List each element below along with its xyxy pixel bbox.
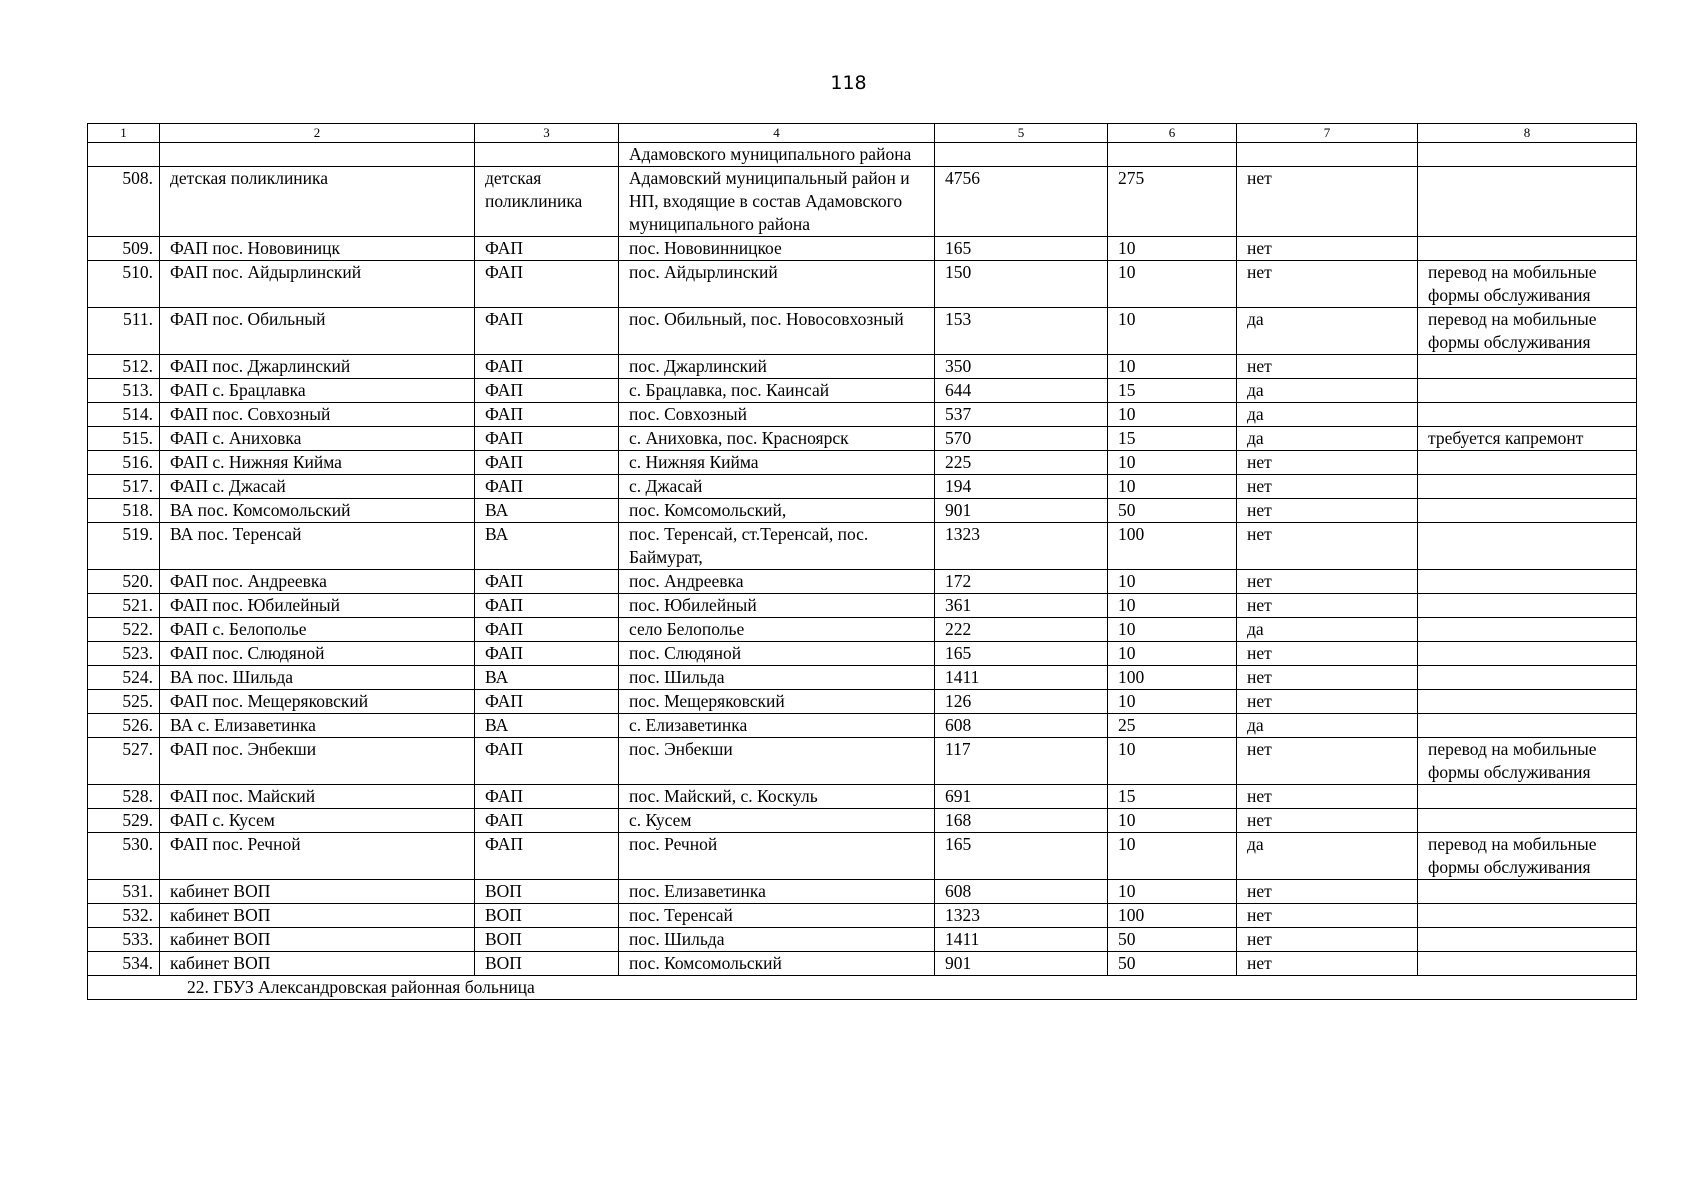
column-header: 1 (88, 124, 160, 143)
capacity-cell: 15 (1108, 427, 1237, 451)
flag-cell: да (1237, 618, 1418, 642)
table-row (88, 143, 1637, 167)
facility-type-cell: ФАП (475, 427, 619, 451)
note-cell (1418, 451, 1637, 475)
population-cell: 126 (935, 690, 1108, 714)
facility-type-cell: ВА (475, 714, 619, 738)
table-row (88, 594, 1637, 618)
facility-type-cell: ВОП (475, 880, 619, 904)
flag-cell: нет (1237, 785, 1418, 809)
population-cell (935, 143, 1108, 167)
facilities-table (87, 123, 1637, 1000)
service-area-cell: пос. Айдырлинский (619, 261, 935, 308)
facility-type-cell: ФАП (475, 237, 619, 261)
table-row (88, 355, 1637, 379)
note-cell (1418, 809, 1637, 833)
flag-cell: да (1237, 714, 1418, 738)
row-number-cell: 514. (88, 403, 160, 427)
facility-name-cell: ФАП пос. Айдырлинский (160, 261, 475, 308)
facility-type-cell: ФАП (475, 451, 619, 475)
flag-cell: нет (1237, 904, 1418, 928)
population-cell: 4756 (935, 167, 1108, 237)
facility-type-cell: ФАП (475, 594, 619, 618)
capacity-cell (1108, 143, 1237, 167)
table-row (88, 261, 1637, 308)
capacity-cell: 10 (1108, 261, 1237, 308)
capacity-cell: 50 (1108, 928, 1237, 952)
table-row (88, 904, 1637, 928)
note-cell (1418, 952, 1637, 976)
capacity-cell: 100 (1108, 666, 1237, 690)
facility-type-cell: ФАП (475, 785, 619, 809)
facility-name-cell: ФАП пос. Мещеряковский (160, 690, 475, 714)
row-number-cell: 516. (88, 451, 160, 475)
facility-name-cell (160, 143, 475, 167)
population-cell: 691 (935, 785, 1108, 809)
flag-cell: нет (1237, 642, 1418, 666)
flag-cell: нет (1237, 666, 1418, 690)
service-area-cell: пос. Мещеряковский (619, 690, 935, 714)
note-cell (1418, 880, 1637, 904)
population-cell: 150 (935, 261, 1108, 308)
flag-cell: нет (1237, 261, 1418, 308)
note-cell (1418, 523, 1637, 570)
table-row (88, 523, 1637, 570)
service-area-cell: пос. Теренсай (619, 904, 935, 928)
facility-type-cell: ФАП (475, 809, 619, 833)
flag-cell: да (1237, 308, 1418, 355)
capacity-cell: 10 (1108, 833, 1237, 880)
flag-cell: нет (1237, 690, 1418, 714)
table-row (88, 308, 1637, 355)
capacity-cell: 10 (1108, 308, 1237, 355)
facility-name-cell: ФАП пос. Майский (160, 785, 475, 809)
note-cell (1418, 167, 1637, 237)
column-number-row (88, 124, 1637, 143)
row-number-cell: 523. (88, 642, 160, 666)
capacity-cell: 10 (1108, 690, 1237, 714)
column-header: 7 (1237, 124, 1418, 143)
facility-type-cell: ФАП (475, 308, 619, 355)
facility-type-cell: ФАП (475, 618, 619, 642)
table-row (88, 785, 1637, 809)
capacity-cell: 10 (1108, 570, 1237, 594)
row-number-cell: 531. (88, 880, 160, 904)
capacity-cell: 100 (1108, 904, 1237, 928)
note-cell (1418, 379, 1637, 403)
row-number-cell: 522. (88, 618, 160, 642)
table-row (88, 570, 1637, 594)
note-cell (1418, 143, 1637, 167)
flag-cell: нет (1237, 928, 1418, 952)
note-cell (1418, 570, 1637, 594)
note-cell: перевод на мобильные формы обслуживания (1418, 738, 1637, 785)
service-area-cell: Адамовский муниципальный район и НП, входящие в состав Адамовского муниципального района (619, 167, 935, 237)
service-area-cell: с. Джасай (619, 475, 935, 499)
capacity-cell: 10 (1108, 355, 1237, 379)
facility-name-cell: ФАП с. Брацлавка (160, 379, 475, 403)
flag-cell: нет (1237, 570, 1418, 594)
facility-name-cell: ФАП пос. Речной (160, 833, 475, 880)
row-number-cell: 528. (88, 785, 160, 809)
table-row (88, 952, 1637, 976)
capacity-cell: 15 (1108, 379, 1237, 403)
capacity-cell: 10 (1108, 642, 1237, 666)
capacity-cell: 100 (1108, 523, 1237, 570)
facility-name-cell: детская поликлиника (160, 167, 475, 237)
section-footer-row (88, 976, 1637, 1000)
row-number-cell: 525. (88, 690, 160, 714)
service-area-cell: пос. Слюдяной (619, 642, 935, 666)
note-cell (1418, 785, 1637, 809)
row-number-cell: 533. (88, 928, 160, 952)
facility-name-cell: кабинет ВОП (160, 928, 475, 952)
population-cell: 222 (935, 618, 1108, 642)
note-cell (1418, 666, 1637, 690)
facility-type-cell: ВА (475, 499, 619, 523)
population-cell: 350 (935, 355, 1108, 379)
table-row (88, 499, 1637, 523)
facility-name-cell: ФАП пос. Совхозный (160, 403, 475, 427)
service-area-cell: Адамовского муниципального района (619, 143, 935, 167)
facility-type-cell: ФАП (475, 355, 619, 379)
service-area-cell: пос. Шильда (619, 928, 935, 952)
facility-name-cell: ФАП с. Нижняя Кийма (160, 451, 475, 475)
table-body (88, 143, 1637, 1000)
service-area-cell: пос. Теренсай, ст.Теренсай, пос. Баймурат, (619, 523, 935, 570)
service-area-cell: с. Брацлавка, пос. Каинсай (619, 379, 935, 403)
note-cell (1418, 594, 1637, 618)
service-area-cell: с. Кусем (619, 809, 935, 833)
row-number-cell: 511. (88, 308, 160, 355)
note-cell (1418, 714, 1637, 738)
facility-type-cell: ФАП (475, 403, 619, 427)
note-cell (1418, 690, 1637, 714)
facility-name-cell: ФАП с. Джасай (160, 475, 475, 499)
table-row (88, 880, 1637, 904)
service-area-cell: с. Аниховка, пос. Красноярск (619, 427, 935, 451)
row-number-cell: 508. (88, 167, 160, 237)
facility-type-cell: детская поликлиника (475, 167, 619, 237)
population-cell: 361 (935, 594, 1108, 618)
capacity-cell: 25 (1108, 714, 1237, 738)
facility-type-cell: ВА (475, 523, 619, 570)
capacity-cell: 10 (1108, 237, 1237, 261)
flag-cell: нет (1237, 355, 1418, 379)
population-cell: 1323 (935, 904, 1108, 928)
flag-cell: нет (1237, 809, 1418, 833)
table-row (88, 237, 1637, 261)
table-row (88, 833, 1637, 880)
row-number-cell: 518. (88, 499, 160, 523)
table-row (88, 167, 1637, 237)
service-area-cell: пос. Джарлинский (619, 355, 935, 379)
service-area-cell: с. Елизаветинка (619, 714, 935, 738)
note-cell (1418, 499, 1637, 523)
row-number-cell: 520. (88, 570, 160, 594)
facility-name-cell: ФАП пос. Андреевка (160, 570, 475, 594)
note-cell: перевод на мобильные формы обслуживания (1418, 261, 1637, 308)
row-number-cell: 532. (88, 904, 160, 928)
service-area-cell: пос. Елизаветинка (619, 880, 935, 904)
population-cell: 1411 (935, 928, 1108, 952)
capacity-cell: 50 (1108, 499, 1237, 523)
flag-cell: нет (1237, 499, 1418, 523)
facility-name-cell: ФАП с. Белополье (160, 618, 475, 642)
note-cell: перевод на мобильные формы обслуживания (1418, 833, 1637, 880)
facility-name-cell: ВА пос. Теренсай (160, 523, 475, 570)
row-number-cell: 529. (88, 809, 160, 833)
service-area-cell: пос. Нововинницкое (619, 237, 935, 261)
population-cell: 901 (935, 499, 1108, 523)
population-cell: 608 (935, 880, 1108, 904)
facility-name-cell: ВА пос. Шильда (160, 666, 475, 690)
note-cell (1418, 904, 1637, 928)
flag-cell: да (1237, 427, 1418, 451)
facility-name-cell: ФАП пос. Джарлинский (160, 355, 475, 379)
flag-cell: нет (1237, 880, 1418, 904)
population-cell: 117 (935, 738, 1108, 785)
flag-cell: нет (1237, 167, 1418, 237)
row-number-cell: 509. (88, 237, 160, 261)
note-cell (1418, 928, 1637, 952)
facility-name-cell: кабинет ВОП (160, 880, 475, 904)
population-cell: 172 (935, 570, 1108, 594)
facility-type-cell: ФАП (475, 738, 619, 785)
service-area-cell: пос. Речной (619, 833, 935, 880)
capacity-cell: 10 (1108, 403, 1237, 427)
facility-name-cell: ФАП с. Аниховка (160, 427, 475, 451)
note-cell (1418, 237, 1637, 261)
flag-cell: нет (1237, 237, 1418, 261)
service-area-cell: пос. Шильда (619, 666, 935, 690)
flag-cell (1237, 143, 1418, 167)
service-area-cell: с. Нижняя Кийма (619, 451, 935, 475)
service-area-cell: пос. Майский, с. Коскуль (619, 785, 935, 809)
flag-cell: нет (1237, 475, 1418, 499)
row-number-cell: 515. (88, 427, 160, 451)
facility-type-cell: ВОП (475, 952, 619, 976)
population-cell: 1323 (935, 523, 1108, 570)
facility-type-cell: ФАП (475, 261, 619, 308)
capacity-cell: 10 (1108, 618, 1237, 642)
capacity-cell: 10 (1108, 475, 1237, 499)
capacity-cell: 10 (1108, 594, 1237, 618)
facility-type-cell: ФАП (475, 570, 619, 594)
population-cell: 1411 (935, 666, 1108, 690)
table-row (88, 738, 1637, 785)
table-row (88, 642, 1637, 666)
facility-type-cell: ФАП (475, 475, 619, 499)
row-number-cell: 526. (88, 714, 160, 738)
population-cell: 153 (935, 308, 1108, 355)
table-row (88, 666, 1637, 690)
table-row (88, 451, 1637, 475)
note-cell (1418, 618, 1637, 642)
facility-name-cell: ФАП пос. Энбекши (160, 738, 475, 785)
facility-name-cell: ВА пос. Комсомольский (160, 499, 475, 523)
facility-name-cell: кабинет ВОП (160, 904, 475, 928)
row-number-cell: 513. (88, 379, 160, 403)
facility-name-cell: ФАП пос. Обильный (160, 308, 475, 355)
service-area-cell: пос. Совхозный (619, 403, 935, 427)
population-cell: 165 (935, 833, 1108, 880)
capacity-cell: 10 (1108, 880, 1237, 904)
flag-cell: нет (1237, 594, 1418, 618)
facility-type-cell: ВА (475, 666, 619, 690)
row-number-cell: 524. (88, 666, 160, 690)
capacity-cell: 15 (1108, 785, 1237, 809)
population-cell: 165 (935, 642, 1108, 666)
flag-cell: да (1237, 833, 1418, 880)
service-area-cell: пос. Андреевка (619, 570, 935, 594)
table-row (88, 809, 1637, 833)
table-row (88, 618, 1637, 642)
service-area-cell: пос. Комсомольский, (619, 499, 935, 523)
capacity-cell: 50 (1108, 952, 1237, 976)
flag-cell: нет (1237, 523, 1418, 570)
note-cell (1418, 403, 1637, 427)
table-row (88, 690, 1637, 714)
population-cell: 644 (935, 379, 1108, 403)
row-number-cell: 530. (88, 833, 160, 880)
facility-name-cell: ФАП пос. Юбилейный (160, 594, 475, 618)
table-row (88, 714, 1637, 738)
facility-type-cell (475, 143, 619, 167)
service-area-cell: пос. Юбилейный (619, 594, 935, 618)
row-number-cell: 521. (88, 594, 160, 618)
column-header: 5 (935, 124, 1108, 143)
note-cell: перевод на мобильные формы обслуживания (1418, 308, 1637, 355)
table-row (88, 475, 1637, 499)
table-row (88, 379, 1637, 403)
capacity-cell: 10 (1108, 451, 1237, 475)
capacity-cell: 10 (1108, 809, 1237, 833)
table-row (88, 403, 1637, 427)
row-number-cell: 517. (88, 475, 160, 499)
facility-name-cell: ФАП пос. Слюдяной (160, 642, 475, 666)
facility-name-cell: кабинет ВОП (160, 952, 475, 976)
population-cell: 570 (935, 427, 1108, 451)
flag-cell: да (1237, 403, 1418, 427)
service-area-cell: село Белополье (619, 618, 935, 642)
population-cell: 608 (935, 714, 1108, 738)
table-row (88, 427, 1637, 451)
population-cell: 168 (935, 809, 1108, 833)
row-number-cell: 519. (88, 523, 160, 570)
flag-cell: да (1237, 379, 1418, 403)
section-heading: 22. ГБУЗ Александровская районная больница (88, 976, 1637, 1000)
row-number-cell (88, 143, 160, 167)
service-area-cell: пос. Обильный, пос. Новосовхозный (619, 308, 935, 355)
flag-cell: нет (1237, 952, 1418, 976)
capacity-cell: 10 (1108, 738, 1237, 785)
note-cell: требуется капремонт (1418, 427, 1637, 451)
column-header: 2 (160, 124, 475, 143)
facility-type-cell: ВОП (475, 928, 619, 952)
facility-name-cell: ФАП с. Кусем (160, 809, 475, 833)
page-number: 118 (830, 72, 867, 94)
facility-type-cell: ФАП (475, 833, 619, 880)
row-number-cell: 534. (88, 952, 160, 976)
column-header: 3 (475, 124, 619, 143)
column-header: 6 (1108, 124, 1237, 143)
facility-name-cell: ФАП пос. Нововиницк (160, 237, 475, 261)
facility-type-cell: ФАП (475, 642, 619, 666)
facility-type-cell: ФАП (475, 690, 619, 714)
row-number-cell: 510. (88, 261, 160, 308)
row-number-cell: 527. (88, 738, 160, 785)
population-cell: 165 (935, 237, 1108, 261)
capacity-cell: 275 (1108, 167, 1237, 237)
population-cell: 901 (935, 952, 1108, 976)
facility-name-cell: ВА с. Елизаветинка (160, 714, 475, 738)
service-area-cell: пос. Энбекши (619, 738, 935, 785)
population-cell: 537 (935, 403, 1108, 427)
column-header: 4 (619, 124, 935, 143)
column-header: 8 (1418, 124, 1637, 143)
service-area-cell: пос. Комсомольский (619, 952, 935, 976)
facility-type-cell: ВОП (475, 904, 619, 928)
note-cell (1418, 642, 1637, 666)
flag-cell: нет (1237, 738, 1418, 785)
population-cell: 194 (935, 475, 1108, 499)
facility-type-cell: ФАП (475, 379, 619, 403)
flag-cell: нет (1237, 451, 1418, 475)
note-cell (1418, 355, 1637, 379)
table-row (88, 928, 1637, 952)
population-cell: 225 (935, 451, 1108, 475)
note-cell (1418, 475, 1637, 499)
row-number-cell: 512. (88, 355, 160, 379)
